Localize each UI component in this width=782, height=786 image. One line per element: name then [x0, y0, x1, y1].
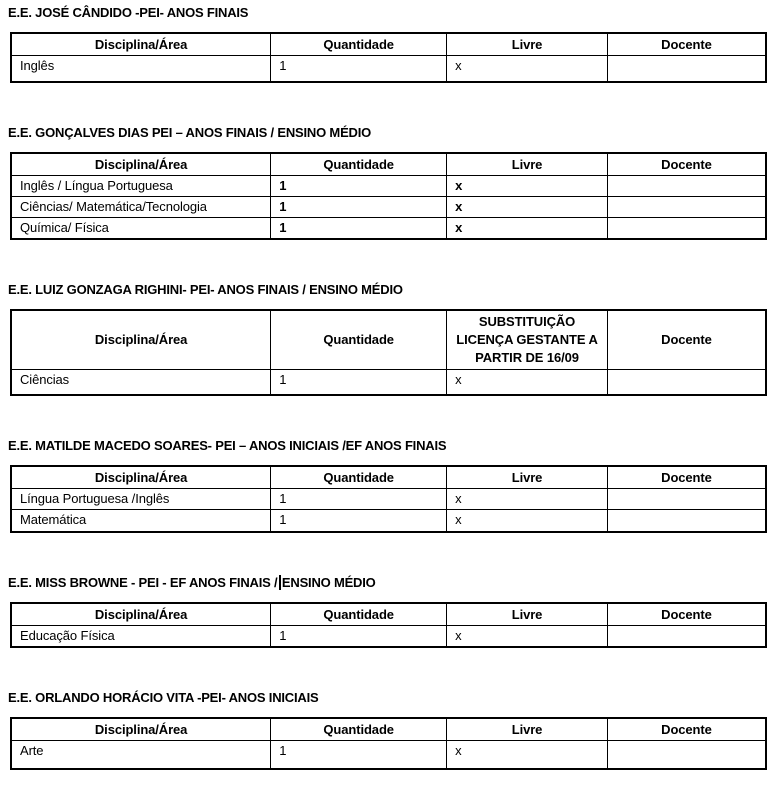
school-title	[8, 575, 767, 591]
cell-quantidade: 1	[271, 175, 447, 196]
title-text-before-cursor: E.E. MISS BROWNE - PEI - EF ANOS FINAIS /	[8, 574, 278, 590]
header-quantidade: Quantidade	[271, 310, 447, 370]
table-row	[11, 369, 766, 395]
cell-disciplina: Língua Portuguesa /Inglês	[11, 489, 271, 510]
cell-docente	[607, 369, 766, 395]
cell-docente	[607, 56, 766, 82]
table-row	[11, 625, 766, 647]
cell-docente	[607, 217, 766, 239]
header-docente: Docente	[607, 33, 766, 56]
table-row	[11, 175, 766, 196]
header-disciplina-area: Disciplina/Área	[11, 310, 271, 370]
school-section-goncalves-dias	[8, 125, 767, 240]
header-docente: Docente	[607, 603, 766, 626]
cell-quantidade: 1	[271, 56, 447, 82]
school-section-luiz-gonzaga-righini	[8, 282, 767, 397]
vacancy-table	[10, 309, 767, 397]
cell-livre: x	[447, 625, 608, 647]
table-row	[11, 489, 766, 510]
header-docente: Docente	[607, 718, 766, 741]
cell-disciplina: Arte	[11, 740, 271, 769]
vacancy-table	[10, 32, 767, 83]
cell-quantidade: 1	[271, 369, 447, 395]
header-quantidade: Quantidade	[271, 466, 447, 489]
header-docente: Docente	[607, 310, 766, 370]
cell-quantidade: 1	[271, 217, 447, 239]
cell-docente	[607, 196, 766, 217]
cell-livre: x	[447, 217, 608, 239]
header-disciplina-area: Disciplina/Área	[11, 466, 271, 489]
header-substituicao	[447, 310, 608, 370]
header-row	[11, 603, 766, 626]
table-row	[11, 217, 766, 239]
header-docente: Docente	[607, 153, 766, 176]
vacancy-table	[10, 602, 767, 648]
cell-livre: x	[447, 369, 608, 395]
school-section-matilde-macedo-soares	[8, 438, 767, 533]
cell-livre: x	[447, 510, 608, 532]
header-row	[11, 310, 766, 370]
cell-quantidade: 1	[271, 489, 447, 510]
header-substituicao-text: SUBSTITUIÇÃO LICENÇA GESTANTE A PARTIR DE 16/09	[456, 313, 598, 365]
header-quantidade: Quantidade	[271, 718, 447, 741]
header-quantidade: Quantidade	[271, 603, 447, 626]
vacancy-table	[10, 465, 767, 533]
header-livre: Livre	[447, 153, 608, 176]
school-section-miss-browne	[8, 575, 767, 648]
text-cursor	[279, 575, 281, 590]
cell-docente	[607, 510, 766, 532]
cell-docente	[607, 625, 766, 647]
header-livre: Livre	[447, 718, 608, 741]
school-title: E.E. JOSÉ CÂNDIDO -PEI- ANOS FINAIS	[8, 5, 249, 20]
header-row	[11, 153, 766, 176]
cell-quantidade: 1	[271, 196, 447, 217]
header-row	[11, 33, 766, 56]
title-text-after-cursor: ENSINO MÉDIO	[281, 574, 376, 590]
table-row	[11, 510, 766, 532]
cell-disciplina: Educação Física	[11, 625, 271, 647]
cell-livre: x	[447, 489, 608, 510]
header-docente: Docente	[607, 466, 766, 489]
vacancy-table	[10, 152, 767, 240]
table-row	[11, 740, 766, 769]
school-section-orlando-horacio-vita	[8, 690, 767, 771]
cell-livre: x	[447, 175, 608, 196]
cell-disciplina: Química/ Física	[11, 217, 271, 239]
table-row	[11, 56, 766, 82]
cell-livre: x	[447, 740, 608, 769]
header-livre: Livre	[447, 603, 608, 626]
header-row	[11, 466, 766, 489]
cell-disciplina: Ciências	[11, 369, 271, 395]
cell-docente	[607, 740, 766, 769]
table-row	[11, 196, 766, 217]
school-title: E.E. ORLANDO HORÁCIO VITA -PEI- ANOS INICIAIS	[8, 689, 319, 705]
cell-disciplina: Matemática	[11, 510, 271, 532]
header-row	[11, 718, 766, 741]
cell-docente	[607, 175, 766, 196]
school-title: E.E. GONÇALVES DIAS PEI – ANOS FINAIS / ENSINO MÉDIO	[8, 124, 372, 140]
cell-quantidade: 1	[271, 740, 447, 769]
cell-docente	[607, 489, 766, 510]
school-section-jose-candido	[8, 5, 767, 83]
header-quantidade: Quantidade	[271, 33, 447, 56]
cell-quantidade: 1	[271, 510, 447, 532]
header-livre: Livre	[447, 33, 608, 56]
header-disciplina-area: Disciplina/Área	[11, 718, 271, 741]
school-title: E.E. MATILDE MACEDO SOARES- PEI – ANOS INICIAIS /EF ANOS FINAIS	[8, 438, 447, 453]
vacancy-table	[10, 717, 767, 771]
cell-disciplina: Ciências/ Matemática/Tecnologia	[11, 196, 271, 217]
school-title: E.E. LUIZ GONZAGA RIGHINI- PEI- ANOS FINAIS / ENSINO MÉDIO	[8, 281, 403, 297]
header-disciplina-area: Disciplina/Área	[11, 153, 271, 176]
header-quantidade: Quantidade	[271, 153, 447, 176]
header-disciplina-area: Disciplina/Área	[11, 33, 271, 56]
cell-disciplina: Inglês / Língua Portuguesa	[11, 175, 271, 196]
cell-livre: x	[447, 56, 608, 82]
header-livre: Livre	[447, 466, 608, 489]
header-disciplina-area: Disciplina/Área	[11, 603, 271, 626]
cell-livre: x	[447, 196, 608, 217]
cell-disciplina: Inglês	[11, 56, 271, 82]
cell-quantidade: 1	[271, 625, 447, 647]
